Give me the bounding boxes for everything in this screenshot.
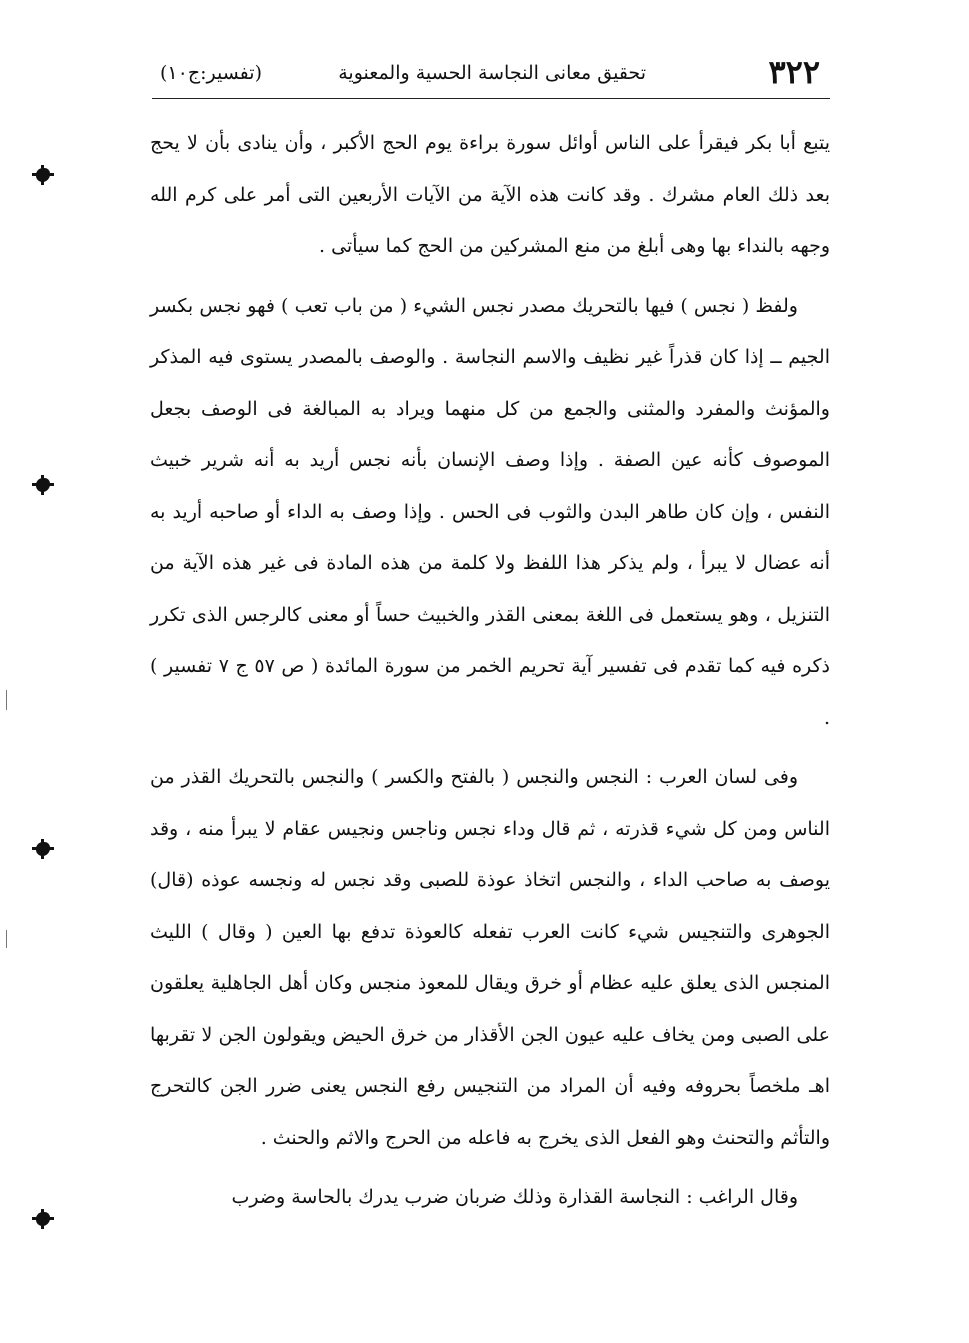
- page-body: [150, 118, 830, 1224]
- binding-hole-mark: [36, 1212, 50, 1226]
- page-header: [160, 52, 820, 92]
- page-number: ٣٢٢: [768, 53, 820, 91]
- running-title: تحقيق معانى النجاسة الحسية والمعنوية: [338, 62, 646, 84]
- binding-hole-mark: [36, 478, 50, 492]
- paragraph-continuation: يتبع أبا بكر فيقرأ على الناس أوائل سورة براءة يوم الحج الأكبر ، وأن ينادى بأن لا يحج بعد ذلك العام مشرك . وقد كانت هذه الآية من الآيات الأربعين التى أمر على كرم الله وجهه بالنداء بها وهى أبلغ من منع المشركين من الحج كما سيأتى .: [150, 132, 830, 257]
- volume-reference: (تفسير:ج١٠): [160, 62, 262, 84]
- binding-hole-mark: [36, 168, 50, 182]
- scan-edge-mark: [6, 930, 7, 948]
- paragraph-raghib: وقال الراغب : النجاسة القذارة وذلك ضربان ضرب يدرك بالحاسة وضرب: [231, 1186, 798, 1208]
- paragraph-najas-definition: ولفظ ( نجس ) فيها بالتحريك مصدر نجس الشيء ( من باب تعب ) فهو نجس بكسر الجيم ــ إذا كان قذراً غير نظيف والاسم النجاسة . والوصف بالمصدر يستوى فيه المذكر والمؤنث والمفرد والمثنى والجمع من كل منهما ويراد به المبالغة فى الوصف بجعل الموصوف كأنه عين الصفة . وإذا وصف الإنسان بأنه نجس أريد به أنه شرير خبيث النفس ، وإن كان طاهر البدن والثوب فى الحس . وإذا وصف به الداء أو صاحبه أريد به أنه عضال لا يبرأ ، ولم يذكر هذا اللفظ ولا كلمة من هذه المادة فى غير هذه الآية من التنزيل ، وهو يستعمل فى اللغة بمعنى القذر والخبيث حساً أو معنى كالرجس الذى تكرر ذكره فيه كما تقدم فى تفسير آية تحريم الخمر من سورة المائدة ( ص ٥٧ ج ٧ تفسير ) .: [150, 294, 831, 729]
- header-divider: [152, 98, 830, 99]
- scan-edge-mark: [6, 690, 7, 710]
- paragraph-lisan-al-arab: وفى لسان العرب : النجس والنجس ( بالفتح والكسر ) والنجس بالتحريك القذر من الناس ومن كل شيء قذرته ، ثم قال وداء نجس وناجس ونجيس عقام لا يبرأ منه ، وقد يوصف به صاحب الداء ، والنجس اتخاذ عوذة للصبى وقد نجس له ونجسه عوذه (قال) الجوهرى والتنجيس شيء كانت العرب تفعله كالعوذة تدفع بها العين ( وقال ) الليث المنجس الذى يعلق عليه عظام أو خرق ويقال للمعوذ منجس وكان أهل الجاهلية يعلقون على الصبى ومن يخاف عليه عيون الجن الأقذار من خرق الحيض ويقولون الجن لا تقربها اهـ ملخصاً بحروفه وفيه أن المراد من التنجيس رفع النجس يعنى ضرر الجن كالتحرج والتأثم والتحنث وهو الفعل الذى يخرج به فاعله من الحرج والاثم والحنث .: [150, 766, 830, 1149]
- binding-hole-mark: [36, 842, 50, 856]
